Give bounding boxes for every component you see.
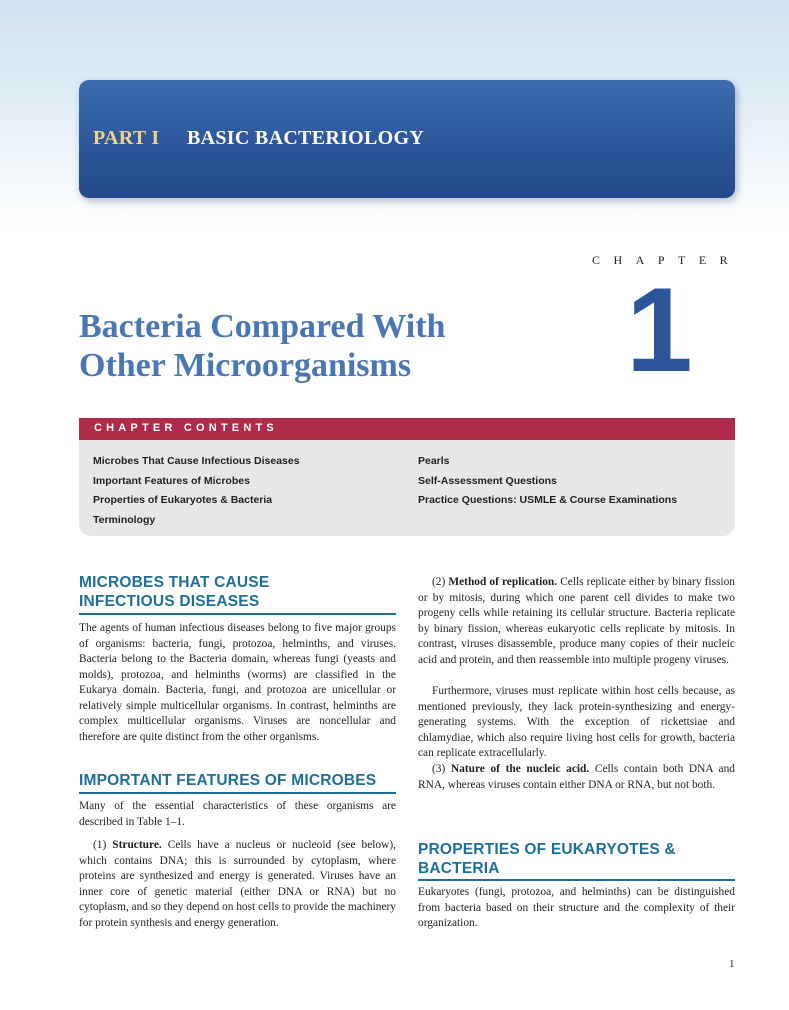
chapter-number: 1 bbox=[626, 263, 693, 397]
chapter-contents-bar bbox=[79, 418, 735, 440]
paragraph bbox=[418, 575, 735, 668]
section-rule bbox=[79, 792, 396, 794]
page-number: 1 bbox=[729, 958, 735, 970]
chapter-contents-heading: CHAPTER CONTENTS bbox=[94, 422, 278, 434]
chapter-title bbox=[79, 308, 599, 386]
section-rule bbox=[79, 613, 396, 615]
contents-item[interactable]: Important Features of Microbes bbox=[93, 474, 250, 487]
heading-line: MICROBES THAT CAUSE bbox=[79, 574, 270, 591]
contents-left-column bbox=[93, 452, 300, 530]
chapter-contents-box bbox=[79, 440, 735, 536]
section-heading-properties bbox=[418, 840, 738, 878]
paragraph: The agents of human infectious diseases belong to five major groups of organisms: bacteria, fungi, protozoa, helminths, and viruses. Bacteria belong to the Bacteria domain, whereas fungi (yeasts and molds), protozoa, and helminths (worms) are classified in the Eukarya domain. Bacteria, fungi, and protozoa are unicellular or relatively simple multicellular organisms. In contrast, helminths are complex multicellular organisms. Viruses are noncellular and therefore are quite distinct from the other organisms. bbox=[79, 622, 396, 743]
contents-item[interactable]: Properties of Eukaryotes & Bacteria bbox=[93, 494, 273, 506]
heading-line: PROPERTIES OF EUKARYOTES & bbox=[418, 841, 676, 858]
chapter-label: CHAPTER bbox=[592, 253, 742, 267]
paragraph: Eukaryotes (fungi, protozoa, and helminths) can be distinguished from bacteria based on their structure and the complexity of their organization. bbox=[418, 886, 735, 929]
part-title: BASIC BACTERIOLOGY bbox=[187, 127, 425, 149]
section-heading-microbes bbox=[79, 573, 399, 611]
section-heading-features: IMPORTANT FEATURES OF MICROBES bbox=[79, 772, 377, 789]
contents-right-column bbox=[418, 452, 677, 511]
paragraph-text: Cells contain both DNA and RNA, whereas viruses contain either DNA or RNA, but not both. bbox=[418, 763, 735, 791]
section-rule bbox=[418, 879, 735, 881]
part-number: PART I bbox=[93, 127, 160, 149]
paragraph-term: Nature of the nucleic acid. bbox=[450, 763, 590, 775]
contents-item[interactable]: Terminology bbox=[93, 513, 156, 526]
paragraph: Many of the essential characteristics of these organisms are described in Table 1–1. bbox=[79, 800, 396, 828]
heading-line: BACTERIA bbox=[418, 860, 500, 877]
paragraph-term: Structure. bbox=[112, 839, 162, 851]
paragraph bbox=[418, 762, 735, 793]
paragraph bbox=[79, 838, 396, 931]
contents-item[interactable]: Pearls bbox=[418, 455, 450, 467]
paragraph-term: Method of replication. bbox=[448, 576, 558, 588]
paragraph-lead: (1) bbox=[93, 839, 113, 851]
contents-item[interactable]: Self-Assessment Questions bbox=[418, 474, 557, 487]
paragraph-text: Cells have a nucleus or nucleoid (see below), which contains DNA; this is surrounded by cytoplasm, where proteins are synthesized and energy is generated. Viruses have an inner core of genetic material (either DNA or RNA) but no cytoplasm, and so they depend on host cells to provide the machinery for protein synthesis and energy generation. bbox=[79, 839, 396, 929]
paragraph-text: Cells replicate either by binary fission or by mitosis, during which one parent cell divides to make two progeny cells while retaining its cellular structure. Bacteria replicate by binary fission, whereas eukaryotic cells replicate by mitosis. In contrast, viruses disassemble, produce many copies of their nucleic acid and protein, and then reassemble into multiple progeny viruses. bbox=[418, 576, 735, 666]
paragraph: Furthermore, viruses must replicate within host cells because, as mentioned previously, they lack protein-synthesizing and energy-generating systems. With the exception of rickettsiae and chlamydiae, which also require living host cells for growth, bacteria can replicate extracellularly. bbox=[418, 685, 735, 759]
contents-item[interactable]: Microbes That Cause Infectious Diseases bbox=[93, 455, 300, 467]
paragraph-lead: (3) bbox=[432, 763, 451, 775]
paragraph-lead: (2) bbox=[432, 576, 449, 588]
heading-line: INFECTIOUS DISEASES bbox=[79, 593, 260, 610]
contents-item[interactable]: Practice Questions: USMLE & Course Examinations bbox=[418, 494, 678, 506]
chapter-title-line2: Other Microorganisms bbox=[79, 346, 412, 384]
chapter-title-line1: Bacteria Compared With bbox=[79, 308, 446, 345]
part-banner bbox=[79, 80, 735, 198]
